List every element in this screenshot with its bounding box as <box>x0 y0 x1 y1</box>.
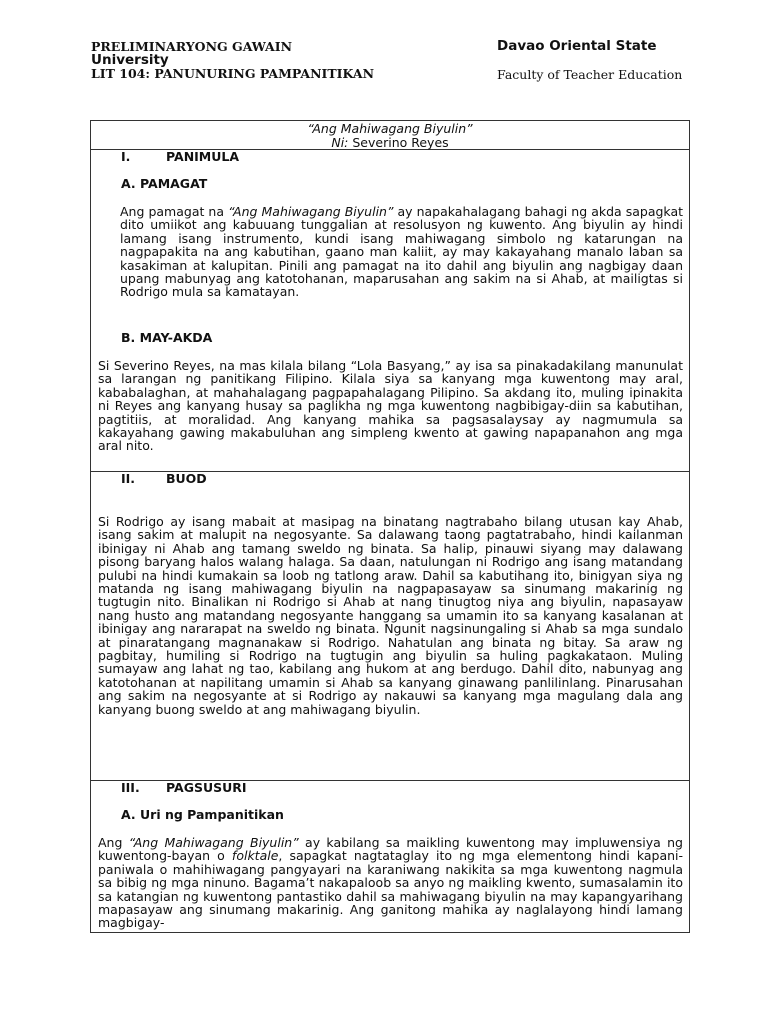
section-pagsusuri <box>91 781 689 933</box>
pamagat-text-pre: Ang pamagat na <box>120 204 229 219</box>
subheading-may-akda: B. MAY-AKDA <box>121 330 213 345</box>
document-table <box>90 120 690 933</box>
section3-number: III. <box>121 780 140 795</box>
pamagat-text-italic: “Ang Mahiwagang Biyulin” <box>228 204 394 219</box>
author-prefix: Ni: <box>331 135 349 150</box>
uri-text-italic-title: “Ang Mahiwagang Biyulin” <box>128 835 299 850</box>
uri-paragraph <box>98 836 683 930</box>
buod-paragraph: Si Rodrigo ay isang mabait at masipag na binatang nagtrabaho bilang utusan kay Ahab, isang sakim at malupit na negosyante. Sa dalawang taong pagtatrabaho, hindi kailanman ibinigay ni Ahab ang tamang sweldo ng binata. Sa halip, pinauwi siyang may dalawang pisong baryang halos walang halaga. Sa daan, natulungan ni Rodrigo ang isang matandang pulubi na hindi kumakain sa loob ng tatlong araw. Dahil sa kabutihang ito, binigyan siya ng matanda ng isang mahiwagang biyulin na nagpapasayaw sa sinumang makarinig ng tugtugin nito. Binalikan ni Rodrigo si Ahab at nang tinugtog niya ang biyulin, napasayaw nang husto ang matandang negosyante hanggang sa umamin ito sa kanyang kasalanan at ibinigay ang nararapat na sweldo ng binata. Ngunit nagsinungaling si Ahab sa mga sundalo at pinaratangang magnanakaw si Rodrigo. Nahatulan ang binata ng bitay. Sa araw ng pagbitay, humiling si Rodrigo na tugtugin ang biyulin sa huling pagkakataon. Muling sumayaw ang lahat ng tao, kabilang ang hukom at ang berdugo. Dahil dito, nabunyag ang katotohanan at napilitang umamin si Ahab sa kanyang ginawang panlilinlang. Pinarusahan ang sakim na negosyante at si Rodrigo ay nakauwi sa kanyang mga magulang dala ang kanyang buong sweldo at ang mahiwagang biyulin. <box>98 514 683 717</box>
section2-title: BUOD <box>166 471 207 486</box>
section-panimula <box>91 150 689 472</box>
title-row <box>91 121 689 150</box>
header-right-line1: Davao Oriental State <box>497 38 657 54</box>
section2-number: II. <box>121 471 136 486</box>
subheading-pamagat: A. PAMAGAT <box>121 176 208 191</box>
header-right-line3: Faculty of Teacher Education <box>497 67 683 82</box>
story-title: “Ang Mahiwagang Biyulin” <box>307 121 473 136</box>
section1-number: I. <box>121 149 131 164</box>
uri-text-post: , sapagkat nagtataglay ito ng mga elementong hindi kapani-paniwala o mahihiwagang pangyayari na karaniwang nakikita sa mga kuwentong nagmula sa bibig ng mga ninuno. Bagama’t nakapaloob sa anyo ng maikling kwento, sumasalamin ito sa katangian ng kuwentong pantastiko dahil sa mahiwagang biyulin na may kapangyarihang mapasayaw ang sinumang makarinig. Ang ganitong mahika ay naglalayong hindi lamang magbigay- <box>98 848 684 931</box>
author-name: Severino Reyes <box>348 135 449 150</box>
uri-text-italic-folktale: folktale <box>231 848 279 864</box>
uri-text-pre: Ang <box>98 835 129 850</box>
section3-heading <box>121 781 247 795</box>
section3-title: PAGSUSURI <box>166 780 247 795</box>
section2-heading <box>121 472 207 486</box>
subheading-uri: A. Uri ng Pampanitikan <box>121 807 284 822</box>
section1-title: PANIMULA <box>166 149 240 164</box>
uri-text-mid: ay kabilang sa maikling kuwentong may impluwensiya ng kuwentong-bayan o <box>98 835 683 864</box>
header-left-line3: LIT 104: PANUNURING PAMPANITIKAN <box>91 66 374 81</box>
pamagat-text-post: ay napakahalagang bahagi ng akda sapagkat dito umiikot ang kabuuang tunggalian at resolusyon ng kuwento. Ang biyulin ay hindi lamang isang instrumento, kundi isang mahiwagang simbolo ng katarungan na nagpapakita na ang kabutihan, gaano man kaliit, ay may kakayahang manalo laban sa kasakiman at kalupitan. Pinili ang pamagat na ito dahil ang biyulin ang nagbigay daan upang mabunyag ang katotohanan, maparusahan ang sakim na si Ahab, at mailigtas si Rodrigo mula sa kamatayan. <box>120 204 684 300</box>
header-left-line1: PRELIMINARYONG GAWAIN <box>91 39 292 54</box>
section1-heading <box>121 150 239 164</box>
header-left-line2: University <box>91 52 169 68</box>
pamagat-paragraph <box>120 205 683 299</box>
may-akda-paragraph: Si Severino Reyes, na mas kilala bilang “Lola Basyang,” ay isa sa pinakadakilang manunulat sa larangan ng panitikang Filipino. Kilala siya sa kanyang mga kuwentong may aral, kababalaghan, at mahahalagang pagpapahalagang Pilipino. Sa akdang ito, muling ipinakita ni Reyes ang kanyang husay sa paglikha ng mga kuwentong nagbibigay-diin sa kabutihan, pagtitiis, at moralidad. Ang kanyang mahika sa pagsasalaysay ay nagmumula sa kakayahang gawing makabuluhan ang simpleng kwento at gawing napapanahon ang mga aral nito. <box>98 358 683 454</box>
section-buod <box>91 472 689 781</box>
